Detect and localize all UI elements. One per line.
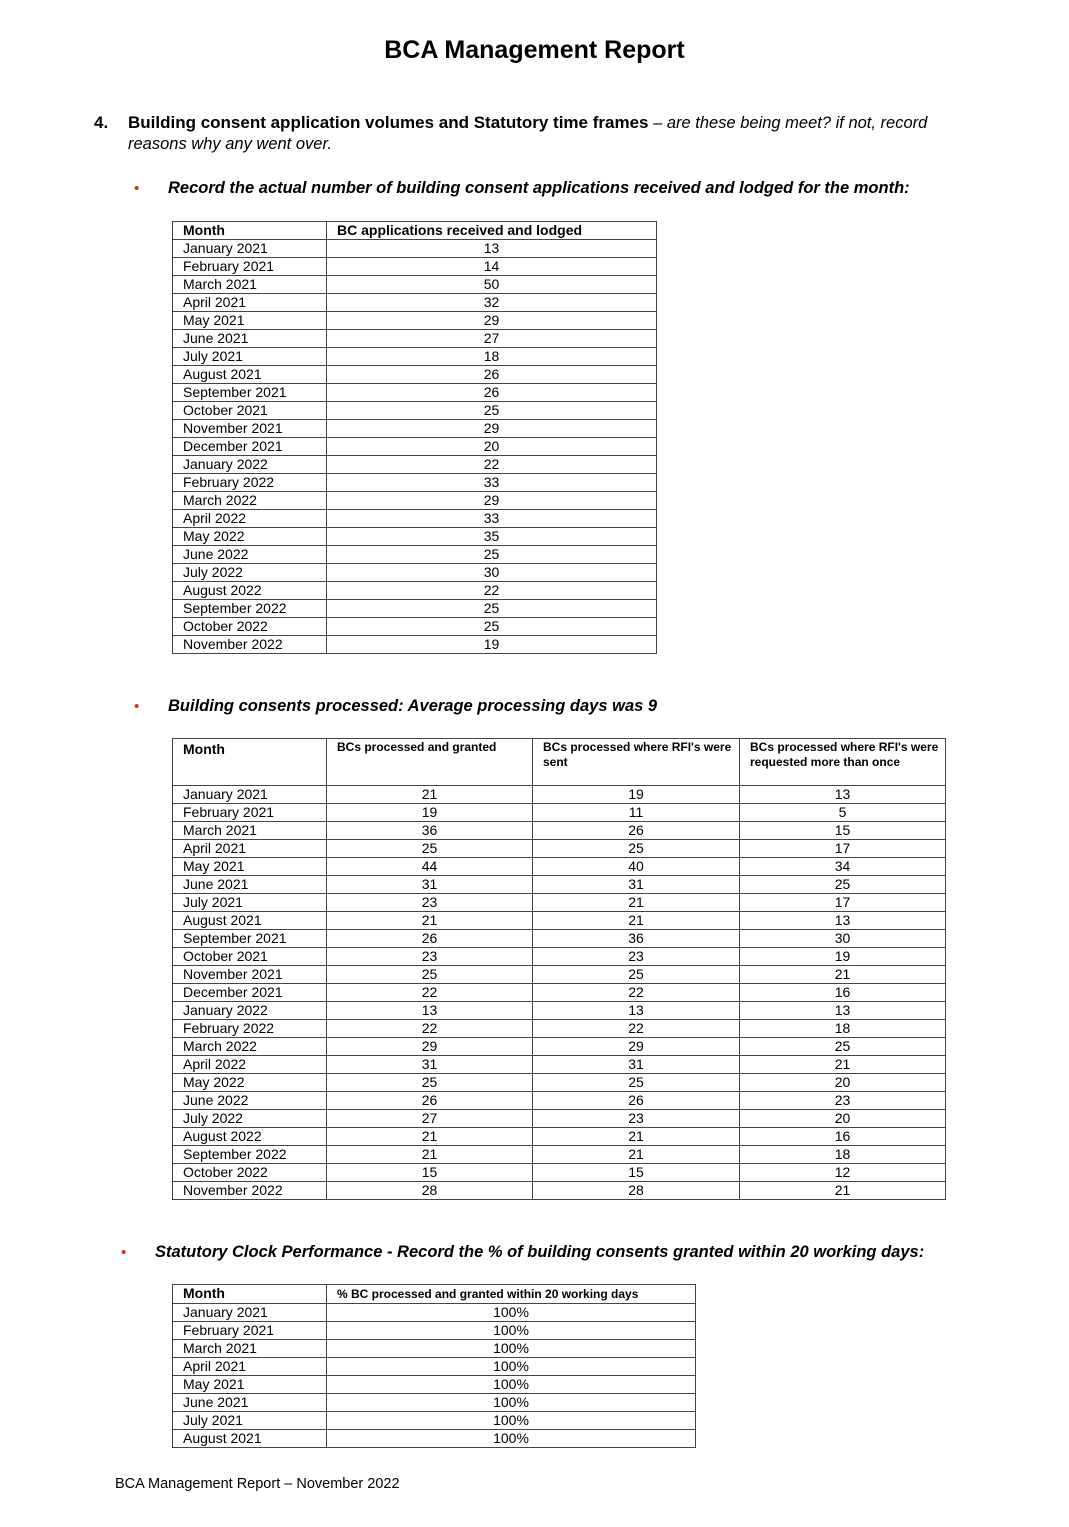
value-cell: 21	[327, 912, 533, 930]
month-cell: March 2021	[173, 276, 327, 294]
column-header: Month	[173, 222, 327, 240]
bullet-2-text: Building consents processed: Average processing days was 9	[168, 697, 658, 715]
value-cell: 17	[740, 840, 946, 858]
value-cell: 13	[533, 1002, 740, 1020]
value-cell: 31	[533, 1056, 740, 1074]
table-row	[173, 1304, 696, 1322]
bullet-icon: •	[134, 698, 140, 715]
value-cell: 16	[740, 1128, 946, 1146]
value-cell: 18	[740, 1146, 946, 1164]
section-heading-bold: Building consent application volumes and Statutory time frames	[128, 113, 649, 132]
value-cell: 31	[327, 876, 533, 894]
table-body	[173, 1304, 696, 1448]
table-row	[173, 1376, 696, 1394]
table-row	[173, 420, 657, 438]
value-cell: 18	[327, 348, 657, 366]
value-cell: 26	[533, 1092, 740, 1110]
value-cell: 29	[327, 420, 657, 438]
table-row	[173, 600, 657, 618]
table-row	[173, 528, 657, 546]
value-cell: 29	[327, 1038, 533, 1056]
value-cell: 21	[327, 1146, 533, 1164]
table-row	[173, 1128, 946, 1146]
month-cell: November 2021	[173, 966, 327, 984]
table-row	[173, 804, 946, 822]
value-cell: 25	[327, 618, 657, 636]
table-row	[173, 276, 657, 294]
table-header-row	[173, 222, 657, 240]
table-row	[173, 456, 657, 474]
month-cell: February 2022	[173, 1020, 327, 1038]
value-cell: 100%	[327, 1358, 696, 1376]
value-cell: 22	[533, 984, 740, 1002]
column-header: % BC processed and granted within 20 working days	[327, 1285, 696, 1304]
table-row	[173, 474, 657, 492]
value-cell: 25	[533, 840, 740, 858]
column-header: BCs processed and granted	[327, 739, 533, 786]
month-cell: May 2021	[173, 858, 327, 876]
month-cell: March 2021	[173, 822, 327, 840]
table-row	[173, 1322, 696, 1340]
table-row	[173, 1358, 696, 1376]
value-cell: 21	[533, 912, 740, 930]
value-cell: 16	[740, 984, 946, 1002]
value-cell: 29	[327, 492, 657, 510]
value-cell: 13	[327, 240, 657, 258]
month-cell: September 2022	[173, 600, 327, 618]
value-cell: 25	[533, 1074, 740, 1092]
table-body	[173, 240, 657, 654]
value-cell: 15	[533, 1164, 740, 1182]
table-row	[173, 366, 657, 384]
month-cell: February 2021	[173, 1322, 327, 1340]
month-cell: May 2021	[173, 312, 327, 330]
value-cell: 21	[533, 1146, 740, 1164]
value-cell: 30	[327, 564, 657, 582]
value-cell: 26	[327, 384, 657, 402]
page-footer: BCA Management Report – November 2022	[115, 1476, 400, 1492]
value-cell: 11	[533, 804, 740, 822]
value-cell: 25	[327, 840, 533, 858]
value-cell: 13	[327, 1002, 533, 1020]
table-row	[173, 1164, 946, 1182]
value-cell: 15	[327, 1164, 533, 1182]
section-heading	[128, 113, 958, 154]
month-cell: July 2022	[173, 564, 327, 582]
value-cell: 50	[327, 276, 657, 294]
value-cell: 25	[327, 1074, 533, 1092]
value-cell: 13	[740, 1002, 946, 1020]
value-cell: 40	[533, 858, 740, 876]
value-cell: 100%	[327, 1430, 696, 1448]
value-cell: 22	[327, 582, 657, 600]
month-cell: May 2022	[173, 528, 327, 546]
value-cell: 100%	[327, 1394, 696, 1412]
column-header: BCs processed where RFI's were requested more than once	[740, 739, 946, 786]
value-cell: 26	[533, 822, 740, 840]
month-cell: August 2021	[173, 366, 327, 384]
month-cell: July 2022	[173, 1110, 327, 1128]
table-row	[173, 822, 946, 840]
month-cell: August 2021	[173, 912, 327, 930]
table-row	[173, 564, 657, 582]
table-row	[173, 258, 657, 276]
value-cell: 29	[327, 312, 657, 330]
table-row	[173, 1074, 946, 1092]
month-cell: June 2021	[173, 1394, 327, 1412]
bullet-icon: •	[121, 1244, 127, 1261]
column-header: BC applications received and lodged	[327, 222, 657, 240]
value-cell: 28	[533, 1182, 740, 1200]
value-cell: 25	[740, 1038, 946, 1056]
table-row	[173, 894, 946, 912]
value-cell: 20	[740, 1110, 946, 1128]
value-cell: 23	[533, 948, 740, 966]
table-row	[173, 1110, 946, 1128]
month-cell: August 2022	[173, 1128, 327, 1146]
value-cell: 22	[533, 1020, 740, 1038]
value-cell: 23	[327, 894, 533, 912]
section-subtext: are these being meet? if not, record reasons why any went over.	[128, 114, 928, 153]
month-cell: May 2021	[173, 1376, 327, 1394]
month-cell: January 2021	[173, 1304, 327, 1322]
table-row	[173, 840, 946, 858]
bullet-3-text: Statutory Clock Performance - Record the % of building consents granted within 20 working days:	[155, 1243, 925, 1261]
table-row	[173, 1056, 946, 1074]
value-cell: 21	[327, 786, 533, 804]
table-row	[173, 966, 946, 984]
value-cell: 27	[327, 1110, 533, 1128]
table-row	[173, 1394, 696, 1412]
value-cell: 44	[327, 858, 533, 876]
month-cell: April 2022	[173, 510, 327, 528]
value-cell: 25	[327, 546, 657, 564]
value-cell: 100%	[327, 1412, 696, 1430]
month-cell: August 2022	[173, 582, 327, 600]
value-cell: 100%	[327, 1322, 696, 1340]
month-cell: February 2022	[173, 474, 327, 492]
value-cell: 13	[740, 912, 946, 930]
month-cell: November 2021	[173, 420, 327, 438]
table-row	[173, 294, 657, 312]
page-title: BCA Management Report	[384, 36, 685, 64]
value-cell: 26	[327, 366, 657, 384]
table-row	[173, 618, 657, 636]
table-row	[173, 546, 657, 564]
month-cell: July 2021	[173, 348, 327, 366]
month-cell: February 2021	[173, 804, 327, 822]
table-row	[173, 912, 946, 930]
value-cell: 19	[740, 948, 946, 966]
value-cell: 12	[740, 1164, 946, 1182]
table-row	[173, 1340, 696, 1358]
month-cell: September 2021	[173, 930, 327, 948]
table-row	[173, 1146, 946, 1164]
processed-table	[172, 738, 946, 1200]
table-row	[173, 948, 946, 966]
month-cell: May 2022	[173, 1074, 327, 1092]
table-row	[173, 858, 946, 876]
table-row	[173, 330, 657, 348]
month-cell: January 2021	[173, 786, 327, 804]
table-row	[173, 1020, 946, 1038]
value-cell: 34	[740, 858, 946, 876]
table-row	[173, 876, 946, 894]
table-row	[173, 384, 657, 402]
month-cell: October 2022	[173, 618, 327, 636]
value-cell: 30	[740, 930, 946, 948]
table-row	[173, 348, 657, 366]
value-cell: 31	[327, 1056, 533, 1074]
table-row	[173, 636, 657, 654]
table-row	[173, 1182, 946, 1200]
value-cell: 5	[740, 804, 946, 822]
value-cell: 100%	[327, 1376, 696, 1394]
value-cell: 27	[327, 330, 657, 348]
month-cell: June 2022	[173, 546, 327, 564]
table-row	[173, 582, 657, 600]
month-cell: August 2021	[173, 1430, 327, 1448]
table-row	[173, 786, 946, 804]
value-cell: 25	[327, 966, 533, 984]
value-cell: 25	[740, 876, 946, 894]
month-cell: December 2021	[173, 438, 327, 456]
month-cell: March 2022	[173, 492, 327, 510]
value-cell: 22	[327, 1020, 533, 1038]
value-cell: 23	[533, 1110, 740, 1128]
applications-table	[172, 221, 657, 654]
value-cell: 21	[327, 1128, 533, 1146]
value-cell: 25	[327, 402, 657, 420]
value-cell: 13	[740, 786, 946, 804]
month-cell: October 2022	[173, 1164, 327, 1182]
month-cell: March 2022	[173, 1038, 327, 1056]
month-cell: February 2021	[173, 258, 327, 276]
table-row	[173, 510, 657, 528]
table-row	[173, 1412, 696, 1430]
value-cell: 21	[740, 966, 946, 984]
bullet-icon: •	[134, 180, 140, 197]
month-cell: June 2021	[173, 876, 327, 894]
table-row	[173, 240, 657, 258]
value-cell: 35	[327, 528, 657, 546]
value-cell: 26	[327, 1092, 533, 1110]
value-cell: 33	[327, 474, 657, 492]
table-row	[173, 1430, 696, 1448]
table-row	[173, 438, 657, 456]
month-cell: September 2022	[173, 1146, 327, 1164]
value-cell: 19	[533, 786, 740, 804]
statutory-clock-table	[172, 1284, 696, 1448]
value-cell: 33	[327, 510, 657, 528]
month-cell: April 2021	[173, 840, 327, 858]
value-cell: 22	[327, 984, 533, 1002]
value-cell: 32	[327, 294, 657, 312]
month-cell: April 2021	[173, 1358, 327, 1376]
value-cell: 25	[533, 966, 740, 984]
section-number: 4.	[94, 113, 109, 132]
value-cell: 29	[533, 1038, 740, 1056]
value-cell: 36	[327, 822, 533, 840]
table-row	[173, 312, 657, 330]
column-header: BCs processed where RFI's were sent	[533, 739, 740, 786]
column-header: Month	[173, 1285, 327, 1304]
table-row	[173, 930, 946, 948]
month-cell: September 2021	[173, 384, 327, 402]
value-cell: 100%	[327, 1340, 696, 1358]
value-cell: 21	[740, 1056, 946, 1074]
value-cell: 14	[327, 258, 657, 276]
value-cell: 100%	[327, 1304, 696, 1322]
value-cell: 21	[740, 1182, 946, 1200]
value-cell: 26	[327, 930, 533, 948]
value-cell: 21	[533, 1128, 740, 1146]
table-row	[173, 492, 657, 510]
month-cell: January 2021	[173, 240, 327, 258]
value-cell: 19	[327, 804, 533, 822]
value-cell: 23	[740, 1092, 946, 1110]
value-cell: 23	[327, 948, 533, 966]
table-row	[173, 1092, 946, 1110]
value-cell: 15	[740, 822, 946, 840]
value-cell: 28	[327, 1182, 533, 1200]
month-cell: October 2021	[173, 948, 327, 966]
column-header: Month	[173, 739, 327, 786]
value-cell: 25	[327, 600, 657, 618]
value-cell: 36	[533, 930, 740, 948]
month-cell: January 2022	[173, 1002, 327, 1020]
month-cell: July 2021	[173, 894, 327, 912]
month-cell: July 2021	[173, 1412, 327, 1430]
month-cell: October 2021	[173, 402, 327, 420]
table-row	[173, 1038, 946, 1056]
value-cell: 20	[740, 1074, 946, 1092]
table-body	[173, 786, 946, 1200]
table-row	[173, 984, 946, 1002]
section-dash: –	[648, 114, 667, 132]
month-cell: June 2022	[173, 1092, 327, 1110]
month-cell: January 2022	[173, 456, 327, 474]
table-row	[173, 402, 657, 420]
value-cell: 21	[533, 894, 740, 912]
value-cell: 18	[740, 1020, 946, 1038]
table-row	[173, 1002, 946, 1020]
month-cell: June 2021	[173, 330, 327, 348]
bullet-1-text: Record the actual number of building consent applications received and lodged for the month:	[168, 179, 910, 197]
value-cell: 20	[327, 438, 657, 456]
value-cell: 19	[327, 636, 657, 654]
value-cell: 31	[533, 876, 740, 894]
value-cell: 17	[740, 894, 946, 912]
month-cell: November 2022	[173, 636, 327, 654]
value-cell: 22	[327, 456, 657, 474]
month-cell: December 2021	[173, 984, 327, 1002]
month-cell: March 2021	[173, 1340, 327, 1358]
month-cell: November 2022	[173, 1182, 327, 1200]
month-cell: April 2022	[173, 1056, 327, 1074]
table-header-row	[173, 739, 946, 786]
month-cell: April 2021	[173, 294, 327, 312]
table-header-row	[173, 1285, 696, 1304]
